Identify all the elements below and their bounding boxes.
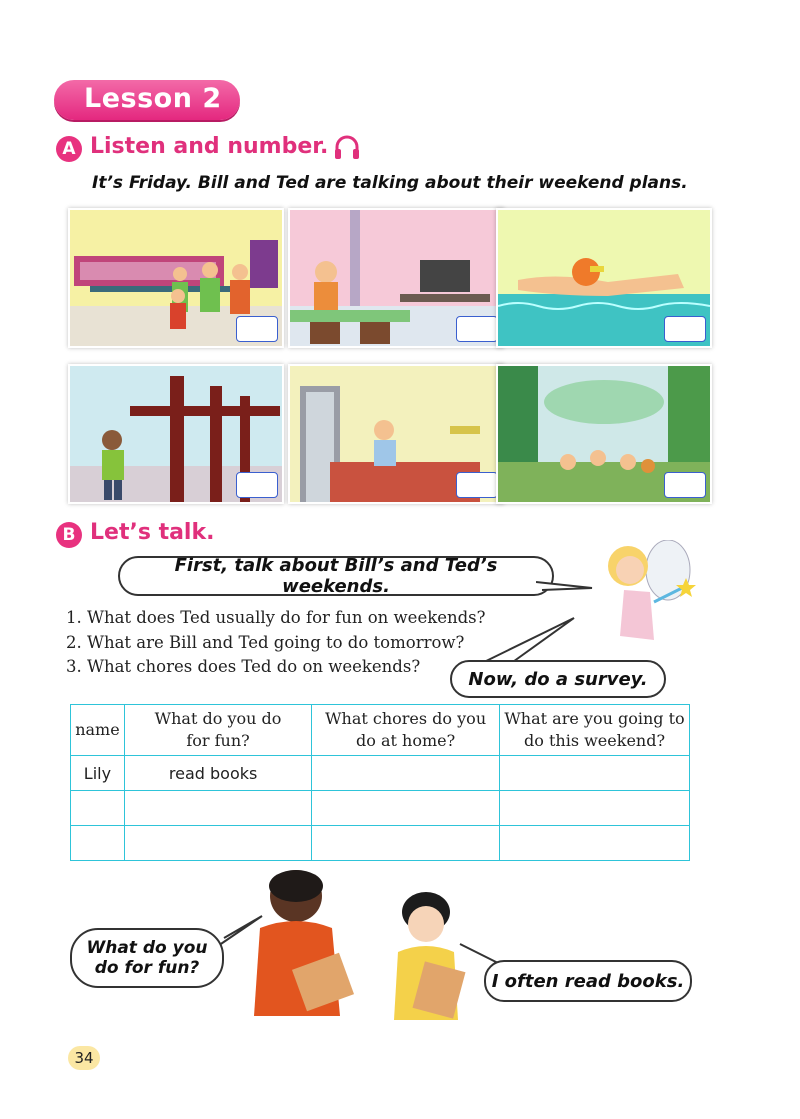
- answer-box[interactable]: [664, 316, 706, 342]
- table-cell[interactable]: [124, 826, 311, 861]
- section-a-badge: A: [56, 136, 82, 162]
- answer-box[interactable]: [236, 472, 278, 498]
- table-row: [71, 791, 690, 826]
- question-2: 2. What are Bill and Ted going to do tomorrow?: [66, 633, 465, 652]
- picture-1: [68, 208, 284, 348]
- bubble-tail: [536, 576, 596, 600]
- table-row: [71, 756, 690, 791]
- headphones-icon[interactable]: [332, 133, 362, 167]
- answer-box[interactable]: [456, 316, 498, 342]
- header-fun: What do you do for fun?: [124, 705, 311, 756]
- lesson-title: Lesson 2: [84, 83, 222, 114]
- header-name: name: [71, 705, 125, 756]
- speech-bubble-boy: What do you do for fun?: [70, 928, 224, 988]
- speech-bubble-first-talk: First, talk about Bill’s and Ted’s weekends.: [118, 556, 554, 596]
- fairy-illustration: [594, 540, 704, 664]
- table-cell[interactable]: Lily: [71, 756, 125, 791]
- table-cell[interactable]: [500, 791, 690, 826]
- table-cell[interactable]: [312, 756, 500, 791]
- picture-2: [288, 208, 504, 348]
- lesson-title-pill: [54, 80, 240, 120]
- section-b-badge: B: [56, 522, 82, 548]
- table-cell[interactable]: [71, 826, 125, 861]
- picture-5: [288, 364, 504, 504]
- table-cell[interactable]: [312, 791, 500, 826]
- question-1: 1. What does Ted usually do for fun on weekends?: [66, 608, 486, 627]
- table-cell[interactable]: [71, 791, 125, 826]
- table-header-row: [71, 705, 690, 756]
- question-3: 3. What chores does Ted do on weekends?: [66, 657, 421, 676]
- answer-box[interactable]: [456, 472, 498, 498]
- page-number: 34: [68, 1046, 100, 1070]
- section-a-title: Listen and number.: [90, 134, 329, 159]
- table-cell[interactable]: [500, 826, 690, 861]
- picture-3: [496, 208, 712, 348]
- table-cell[interactable]: read books: [124, 756, 311, 791]
- survey-table: [70, 704, 690, 861]
- table-cell[interactable]: [124, 791, 311, 826]
- section-a-intro: It’s Friday. Bill and Ted are talking about their weekend plans.: [92, 173, 688, 193]
- answer-box[interactable]: [664, 472, 706, 498]
- picture-6: [496, 364, 712, 504]
- table-cell[interactable]: [312, 826, 500, 861]
- speech-bubble-girl: I often read books.: [484, 960, 692, 1002]
- picture-4: [68, 364, 284, 504]
- header-weekend: What are you going to do this weekend?: [500, 705, 690, 756]
- speech-bubble-survey: Now, do a survey.: [450, 660, 666, 698]
- section-b-title: Let’s talk.: [90, 520, 215, 545]
- table-row: [71, 826, 690, 861]
- table-cell[interactable]: [500, 756, 690, 791]
- answer-box[interactable]: [236, 316, 278, 342]
- header-chores: What chores do you do at home?: [312, 705, 500, 756]
